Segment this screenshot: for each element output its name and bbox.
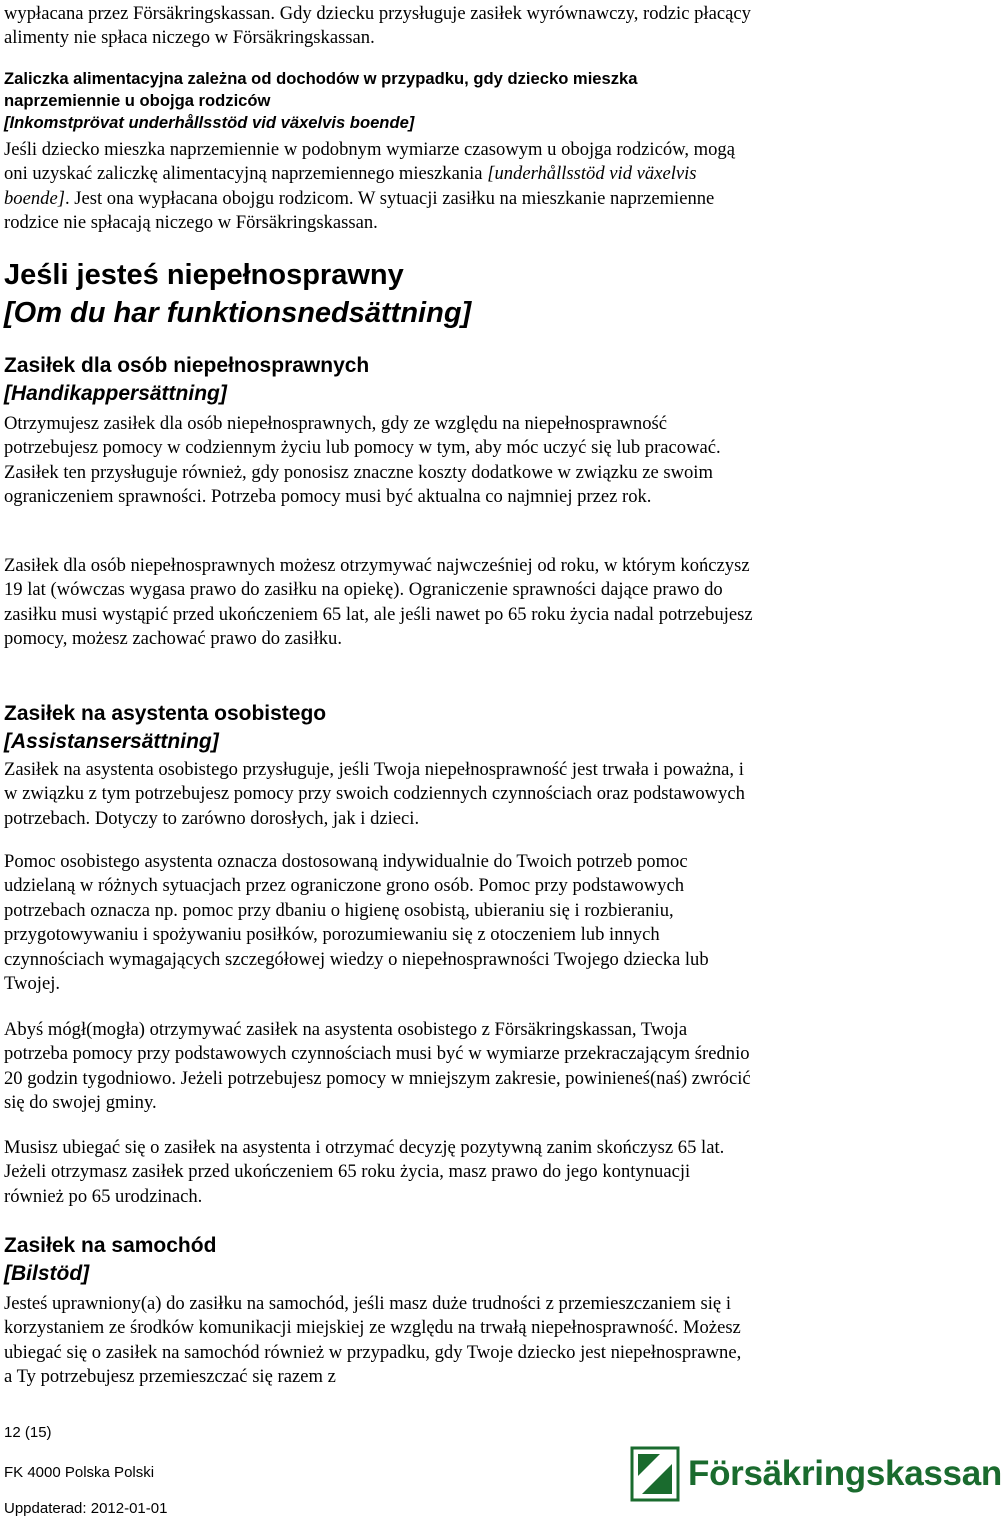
zaliczka-body-italic: [underhållsstöd vid växelvis boende] — [4, 163, 697, 209]
section-title-pl: Jeśli jesteś niepełnosprawny — [4, 259, 404, 291]
zaliczka-heading — [4, 68, 754, 133]
forsakringskassan-logo — [630, 1446, 1002, 1502]
bilstod-title-pl: Zasiłek na samochód — [4, 1234, 217, 1257]
assistans-paragraph-2: Pomoc osobistego asystenta oznacza dostosowaną indywidualnie do Twoich potrzeb pomoc udzielaną w różnych sytuacjach przez ograniczone grono osób. Pomoc przy podstawowych potrzebach oznacza np. pomoc przy dbaniu o higienę osobistą, ubieraniu się i rozbieraniu, przygotowywaniu i spożywaniu posiłków, porozumiewaniu się z otoczeniem lub innych czynnościach wymagających szczegółowej wiedzy o niepełnosprawności Twojego dziecka lub Twojej. — [4, 851, 709, 995]
zaliczka-body-b: . Jest ona wypłacana obojgu rodzicom. W sytuacji zasiłku na mieszkanie naprzemienne rodzice nie spłacają niczego w Försäkringskassan. — [4, 187, 715, 234]
handikapp-title-sv: [Handikappersättning] — [4, 382, 227, 405]
handikapp-paragraph-2: Zasiłek dla osób niepełnosprawnych możesz otrzymywać najwcześniej od roku, w którym kończysz 19 lat (wówczas wygasa prawo do zasiłku na opiekę). Ograniczenie sprawności dające prawo do zasiłku musi wystąpić przed ukończeniem 65 lat, ale jeśli nawet po 65 roku życia nadal potrzebujesz pomocy, możesz zachować prawo do zasiłku. — [4, 555, 753, 650]
form-code: FK 4000 Polska Polski — [4, 1464, 155, 1481]
section-title-sv: [Om du har funktionsnedsättning] — [4, 297, 472, 329]
bilstod-heading — [4, 1232, 754, 1288]
bilstod-title-sv: [Bilstöd] — [4, 1262, 90, 1285]
zaliczka-title-pl: Zaliczka alimentacyjna zależna od dochodów w przypadku, gdy dziecko mieszka naprzemiennie u obojga rodziców — [4, 69, 638, 110]
assistans-title-sv: [Assistansersättning] — [4, 730, 219, 753]
section-heading — [4, 256, 764, 332]
assistans-title-pl: Zasiłek na asystenta osobistego — [4, 702, 327, 725]
bilstod-paragraph-1: Jesteś uprawniony(a) do zasiłku na samochód, jeśli masz duże trudności z przemieszczaniem się i korzystaniem ze środków komunikacji miejskiej ze względu na trwałą niepełnosprawność. Możesz ubiegać się o zasiłek na samochód również w przypadku, gdy Twoje dziecko jest niepełnosprawne, a Ty potrzebujesz przemieszczać się razem z — [4, 1293, 742, 1388]
updated-date: Uppdaterad: 2012-01-01 — [4, 1500, 168, 1517]
page-number: 12 (15) — [4, 1424, 52, 1441]
handikapp-title-pl: Zasiłek dla osób niepełnosprawnych — [4, 354, 370, 377]
assistans-heading — [4, 700, 754, 756]
intro-paragraph: wypłacana przez Försäkringskassan. Gdy dziecku przysługuje zasiłek wyrównawczy, rodzic płacący alimenty nie spłaca niczego w Försäkringskassan. — [4, 3, 751, 49]
zaliczka-title-sv: [Inkomstprövat underhållsstöd vid växelvis boende] — [4, 112, 415, 132]
assistans-paragraph-3: Abyś mógł(mogła) otrzymywać zasiłek na asystenta osobistego z Försäkringskassan, Twoja potrzeba pomocy przy podstawowych czynnościach musi być w wymiarze przekraczającym średnio 20 godzin tygodniowo. Jeżeli potrzebujesz pomocy w mniejszym zakresie, powinieneś(naś) zwrócić się do swojej gminy. — [4, 1019, 751, 1114]
zaliczka-paragraph — [4, 138, 754, 236]
logo-mark-icon — [630, 1446, 680, 1502]
logo-text: Försäkringskassan — [688, 1454, 1002, 1493]
assistans-paragraph-4: Musisz ubiegać się o zasiłek na asystenta i otrzymać decyzję pozytywną zanim skończysz 65 lat. Jeżeli otrzymasz zasiłek przed ukończeniem 65 roku życia, masz prawo do jego kontynuacji również po 65 urodzinach. — [4, 1137, 725, 1207]
handikapp-heading — [4, 352, 754, 408]
assistans-paragraph-1: Zasiłek na asystenta osobistego przysługuje, jeśli Twoja niepełnosprawność jest trwała i poważna, i w związku z tym potrzebujesz pomocy przy swoich codziennych czynnościach oraz podstawowych potrzebach. Dotyczy to zarówno dorosłych, jak i dzieci. — [4, 759, 745, 829]
zaliczka-body-a: Jeśli dziecko mieszka naprzemiennie w podobnym wymiarze czasowym u obojga rodziców, mogą oni uzyskać zaliczkę alimentacyjną naprzemiennego mieszkania — [4, 139, 735, 185]
handikapp-paragraph-1: Otrzymujesz zasiłek dla osób niepełnosprawnych, gdy ze względu na niepełnosprawność potrzebujesz pomocy w codziennym życiu lub pomocy w tym, aby móc uczyć się lub pracować. Zasiłek ten przysługuje również, gdy ponosisz znaczne koszty dodatkowe w związku ze swoim ograniczeniem sprawności. Potrzeba pomocy musi być aktualna co najmniej przez rok. — [4, 413, 721, 508]
